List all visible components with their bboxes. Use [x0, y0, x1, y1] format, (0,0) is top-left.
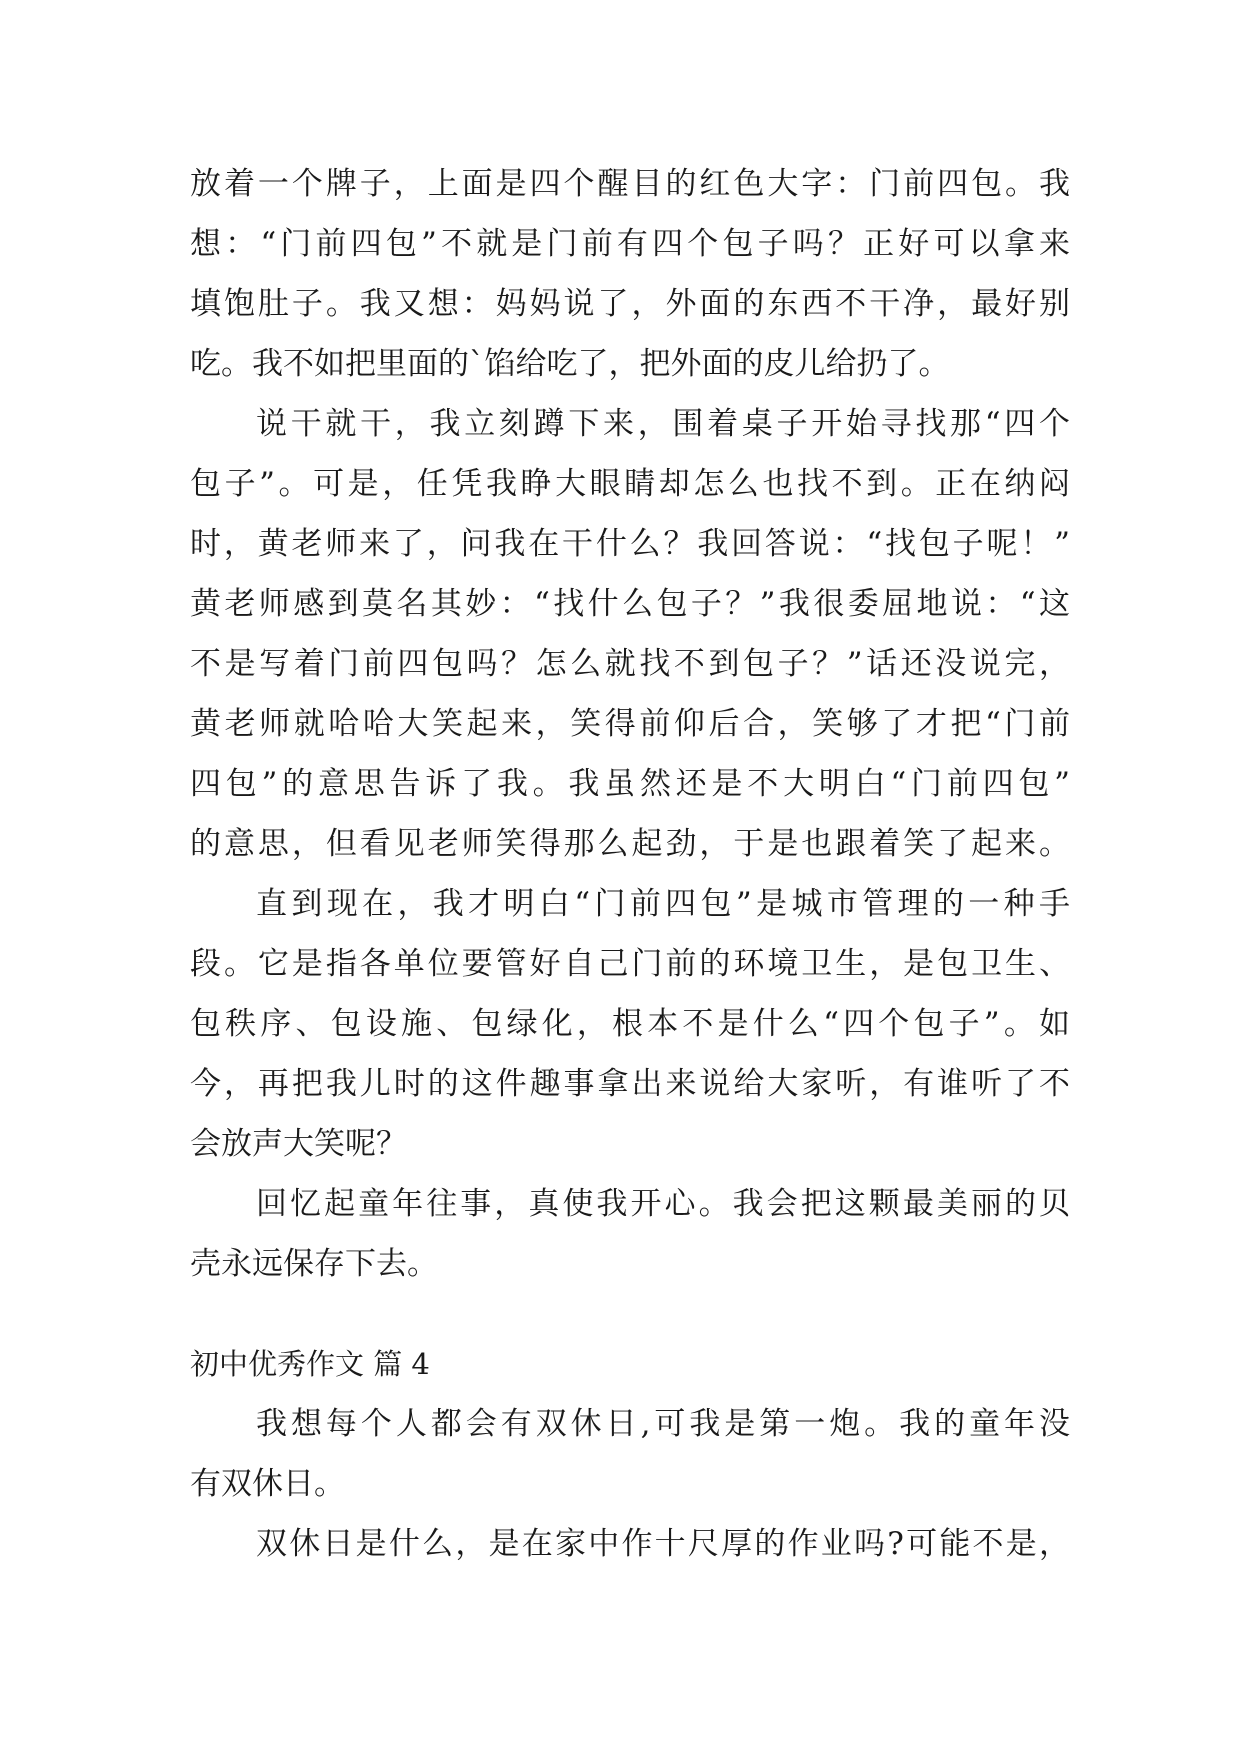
text-line: 今，再把我儿时的这件趣事拿出来说给大家听，有谁听了不 — [190, 1066, 1070, 1102]
paragraph-first-line: 直到现在，我才明白“门前四包”是城市管理的一种手 — [256, 886, 1070, 922]
text-line: 有双休日。 — [190, 1466, 345, 1502]
text-line: 填饱肚子。我又想：妈妈说了，外面的东西不干净，最好别 — [190, 286, 1070, 322]
text-line: 壳永远保存下去。 — [190, 1246, 438, 1282]
paragraph-first-line: 回忆起童年往事，真使我开心。我会把这颗最美丽的贝 — [256, 1186, 1070, 1222]
section-heading: 初中优秀作文 篇 4 — [190, 1347, 430, 1381]
text-line: 吃。我不如把里面的`馅给吃了，把外面的皮儿给扔了。 — [190, 346, 950, 382]
text-line: 包秩序、包设施、包绿化，根本不是什么“四个包子”。如 — [190, 1006, 1070, 1042]
paragraph-first-line: 说干就干，我立刻蹲下来，围着桌子开始寻找那“四个 — [256, 406, 1070, 442]
paragraph-first-line: 我想每个人都会有双休日,可我是第一炮。我的童年没 — [256, 1406, 1070, 1442]
text-line: 放着一个牌子，上面是四个醒目的红色大字：门前四包。我 — [190, 166, 1070, 202]
text-line: 段。它是指各单位要管好自己门前的环境卫生，是包卫生、 — [190, 946, 1070, 982]
text-line: 的意思，但看见老师笑得那么起劲，于是也跟着笑了起来。 — [190, 826, 1070, 862]
text-line: 想：“门前四包”不就是门前有四个包子吗？正好可以拿来 — [190, 226, 1070, 262]
paragraph-first-line: 双休日是什么，是在家中作十尺厚的作业吗?可能不是， — [256, 1526, 1070, 1562]
text-line: 会放声大笑呢？ — [190, 1126, 407, 1162]
text-line: 黄老师感到莫名其妙：“找什么包子？”我很委屈地说：“这 — [190, 586, 1070, 622]
text-line: 四包”的意思告诉了我。我虽然还是不大明白“门前四包” — [190, 766, 1070, 802]
text-line: 不是写着门前四包吗？怎么就找不到包子？”话还没说完， — [190, 646, 1070, 682]
text-line: 黄老师就哈哈大笑起来，笑得前仰后合，笑够了才把“门前 — [190, 706, 1070, 742]
text-line: 时，黄老师来了，问我在干什么？我回答说：“找包子呢！” — [190, 526, 1070, 562]
text-line: 包子”。可是，任凭我睁大眼睛却怎么也找不到。正在纳闷 — [190, 466, 1070, 502]
